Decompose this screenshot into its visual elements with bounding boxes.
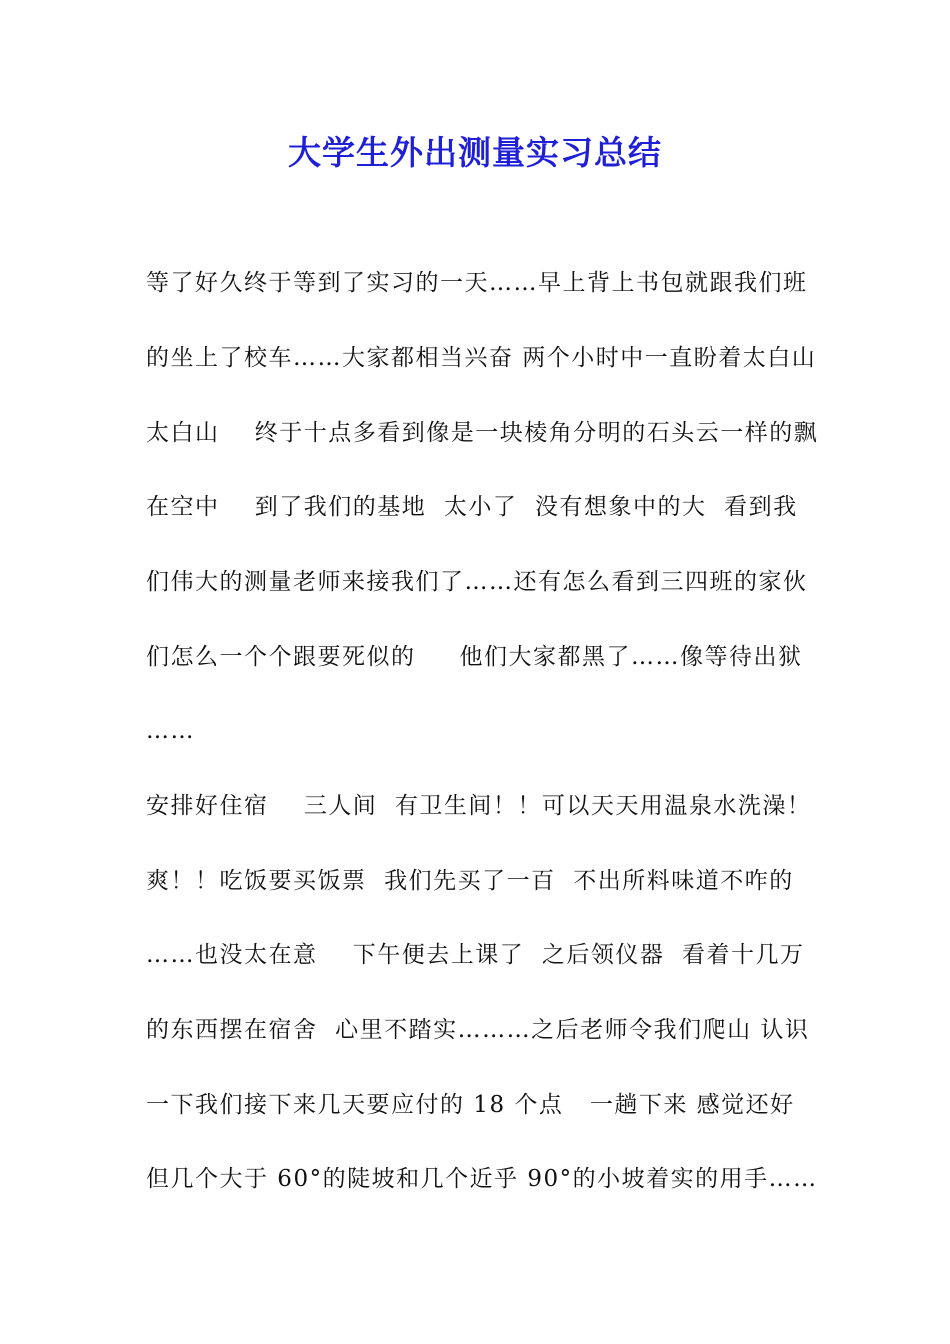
paragraph-line: 的东西摆在宿舍 心里不踏实………之后老师令我们爬山 认识: [146, 1017, 810, 1043]
paragraph-line: ……也没太在意 下午便去上课了 之后领仪器 看着十几万: [146, 942, 805, 968]
paragraph-line: 但几个大于 60°的陡坡和几个近乎 90°的小坡着实的用手……: [146, 1166, 818, 1192]
paragraph-line: 在空中 到了我们的基地 太小了 没有想象中的大 看到我: [146, 494, 798, 520]
paragraph-line: 爽！！吃饭要买饭票 我们先买了一百 不出所料味道不咋的: [146, 868, 794, 894]
paragraph-line: 的坐上了校车……大家都相当兴奋 两个小时中一直盼着太白山: [146, 345, 817, 371]
paragraph-line: 一下我们接下来几天要应付的 18 个点 一趟下来 感觉还好: [146, 1092, 795, 1118]
paragraph-line: 们伟大的测量老师来接我们了……还有怎么看到三四班的家伙: [146, 569, 808, 595]
paragraph-line: 太白山 终于十点多看到像是一块棱角分明的石头云一样的飘: [146, 420, 819, 446]
paragraph-line: 等了好久终于等到了实习的一天……早上背上书包就跟我们班: [146, 270, 808, 296]
paragraph-line: 安排好住宿 三人间 有卫生间！！可以天天用温泉水洗澡！: [146, 793, 812, 819]
paragraph-line: ……: [146, 718, 195, 744]
paragraph-line: 们怎么一个个跟要死似的 他们大家都黑了……像等待出狱: [146, 644, 803, 670]
document-title: 大学生外出测量实习总结: [288, 133, 662, 172]
